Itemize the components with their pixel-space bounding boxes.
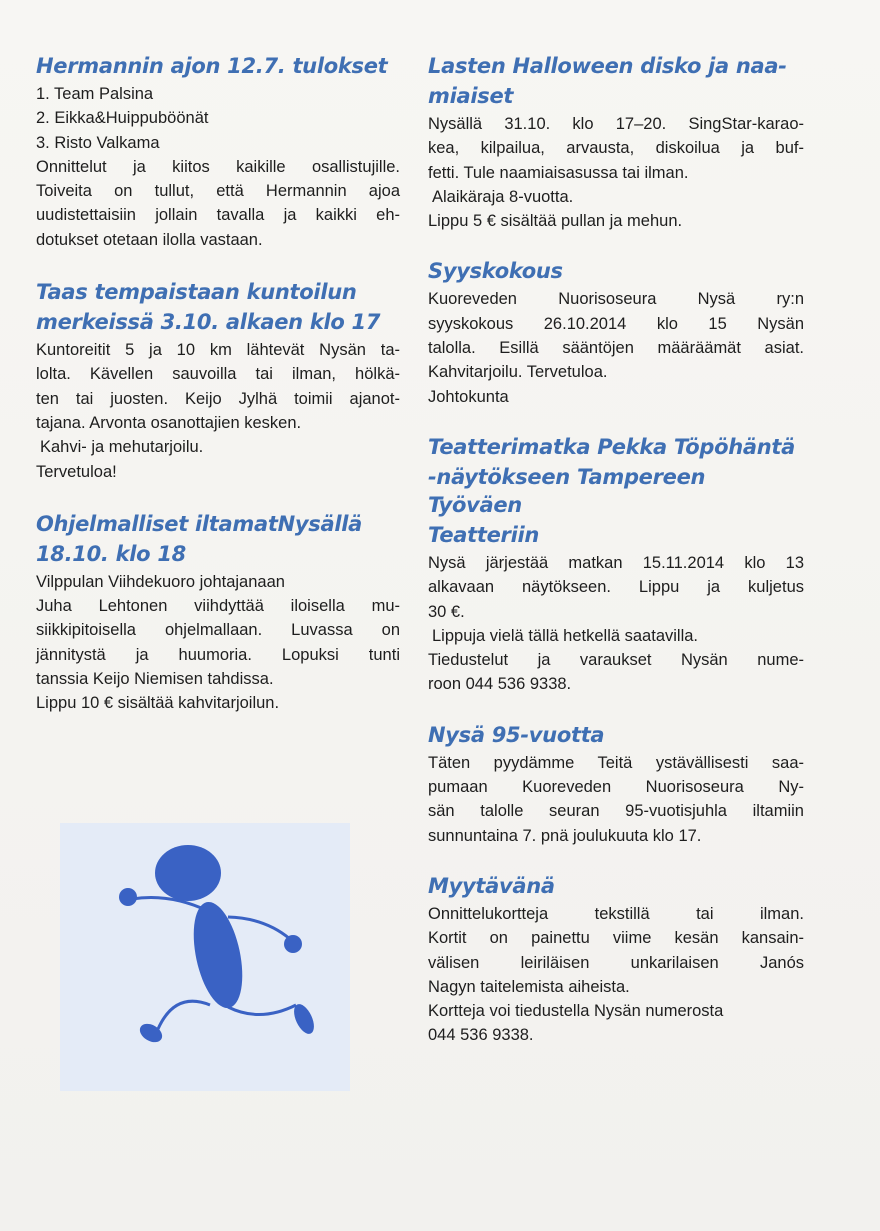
body-line: ten tai juosten. Keijo Jylhä toimii ajanot- [36, 389, 400, 408]
figure-hand-right [284, 935, 302, 953]
section-iltamat [36, 510, 400, 716]
body-line: välisen leiriläisen unkarilaisen Janós [428, 953, 804, 972]
figure-arm-right [228, 917, 290, 939]
body-line: talolla. Esillä sääntöjen määräämät asiat. [428, 339, 804, 358]
body-line: alkavaan näytökseen. Lippu ja kuljetus [428, 578, 804, 597]
body-line: Kuoreveden Nuorisoseura Nysä ry:n [428, 290, 804, 309]
body-line: Kuntoreitit 5 ja 10 km lähtevät Nysän ta- [36, 341, 400, 360]
section-heading: Ohjelmalliset iltamatNysällä [36, 511, 362, 536]
section-teatterimatka [428, 433, 804, 697]
body-line: Toiveita on tullut, että Hermannin ajoa [36, 182, 400, 201]
body-line: 044 536 9338. [428, 1026, 534, 1045]
body-line: Onnittelut ja kiitos kaikille osallistujille. [36, 157, 400, 176]
section-heading: 18.10. klo 18 [36, 541, 186, 566]
running-figure-illustration [60, 823, 350, 1091]
section-heading: -näytökseen Tampereen Työväen [428, 464, 706, 517]
body-line: siikkipitoisella ohjelmallaan. Luvassa on [36, 621, 400, 640]
left-column [36, 52, 400, 738]
figure-leg-back [158, 1001, 210, 1029]
body-line: syyskokous 26.10.2014 klo 15 Nysän [428, 314, 804, 333]
body-line: Juha Lehtonen viihdyttää iloisella mu- [36, 597, 400, 616]
body-line: jännitystä ja huumoria. Lopuksi tunti [36, 645, 400, 664]
body-line: Kortteja voi tiedustella Nysän numerosta [428, 1002, 724, 1021]
running-figure-icon [60, 823, 350, 1091]
body-line: Lippu 5 € sisältää pullan ja mehun. [428, 212, 683, 231]
body-line: Vilppulan Viihdekuoro johtajanaan [36, 572, 285, 591]
section-nysa-95 [428, 721, 804, 848]
body-line: Johtokunta [428, 387, 509, 406]
section-heading: merkeissä 3.10. alkaen klo 17 [36, 310, 381, 335]
section-syyskokous [428, 257, 804, 408]
body-line: Nysä järjestää matkan 15.11.2014 klo 13 [428, 553, 804, 572]
body-line: Nysällä 31.10. klo 17–20. SingStar-karao- [428, 115, 804, 133]
body-line: Tiedustelut ja varaukset Nysän nume- [428, 651, 804, 670]
section-kuntoilu [36, 278, 400, 484]
body-line: 30 €. [428, 602, 465, 621]
section-heading: Nysä 95-vuotta [428, 722, 605, 747]
figure-leg-front [228, 1005, 296, 1015]
section-heading: miaiset [428, 84, 514, 108]
section-halloween [428, 52, 804, 233]
section-heading: Syyskokous [428, 259, 563, 284]
body-line: tanssia Keijo Niemisen tahdissa. [36, 670, 274, 689]
result-line: 2. Eikka&Huippuböönät [36, 109, 209, 128]
body-line: roon 044 536 9338. [428, 675, 572, 694]
body-line: Alaikäraja 8-vuotta. [432, 187, 574, 206]
figure-head [155, 845, 221, 901]
section-hermannin-ajo [36, 52, 400, 252]
section-heading: Lasten Halloween disko ja naa- [428, 54, 787, 78]
figure-body [185, 898, 250, 1013]
body-line: pumaan Kuoreveden Nuorisoseura Ny- [428, 778, 804, 797]
right-column [428, 52, 804, 1070]
section-heading: Taas tempaistaan kuntoilun [36, 280, 357, 305]
body-line: lolta. Kävellen sauvoilla tai ilman, hölkä- [36, 365, 400, 384]
result-line: 3. Risto Valkama [36, 133, 160, 152]
body-line: kea, kilpailua, arvausta, diskoilua ja buf- [428, 139, 804, 158]
section-heading: Teatteriin [428, 522, 540, 547]
body-line: Lippu 10 € sisältää kahvitarjoilun. [36, 694, 280, 713]
body-line: sunnuntaina 7. pnä joulukuuta klo 17. [428, 826, 702, 845]
body-line: dotukset otetaan ilolla vastaan. [36, 230, 263, 249]
section-heading: Hermannin ajon 12.7. tulokset [36, 54, 388, 78]
body-line: sän talolle seuran 95-vuotisjuhla iltamiin [428, 802, 804, 821]
body-line: Onnittelukortteja tekstillä tai ilman. [428, 904, 804, 923]
figure-hand-left [119, 888, 137, 906]
result-line: 1. Team Palsina [36, 85, 154, 103]
body-line: Lippuja vielä tällä hetkellä saatavilla. [432, 626, 698, 645]
body-line: uudistettaisiin jollain tavalla ja kaikki eh- [36, 206, 400, 225]
section-heading: Teatterimatka Pekka Töpöhäntä [428, 434, 796, 459]
body-line: tajana. Arvonta osanottajien kesken. [36, 413, 302, 432]
body-line: Täten pyydämme Teitä ystävällisesti saa- [428, 753, 804, 772]
body-line: Tervetuloa! [36, 462, 117, 481]
body-line: Kortit on painettu viime kesän kansain- [428, 929, 804, 948]
body-line: Kahvi- ja mehutarjoilu. [40, 438, 204, 457]
body-line: Nagyn taitelemista aiheista. [428, 977, 630, 996]
section-myytavana [428, 872, 804, 1048]
body-line: fetti. Tule naamiaisasussa tai ilman. [428, 163, 689, 182]
section-heading: Myytävänä [428, 873, 555, 898]
body-line: Kahvitarjoilu. Tervetuloa. [428, 363, 608, 382]
